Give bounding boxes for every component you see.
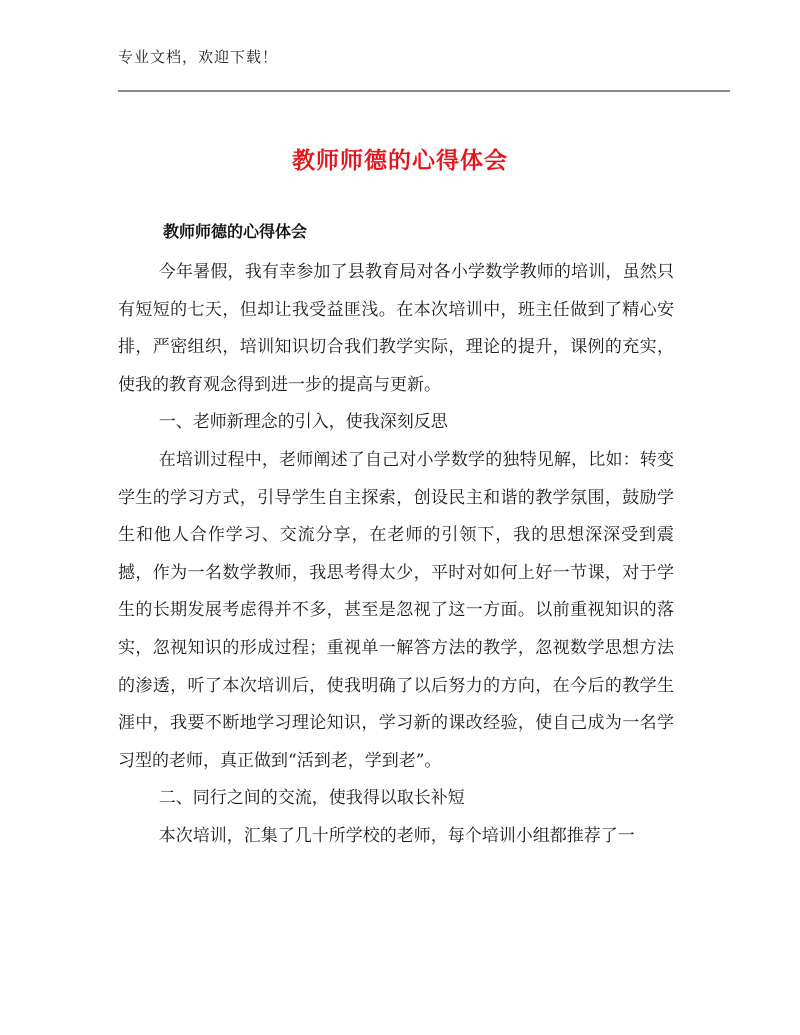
document-subtitle: 教师师德的心得体会 xyxy=(163,222,308,241)
section-heading-2: 二、同行之间的交流，使我得以取长补短 xyxy=(158,788,465,809)
paragraph-intro: 今年暑假，我有幸参加了县教育局对各小学数学教师的培训，虽然只有短短的七天，但却让我受益匪浅。在本次培训中，班主任做到了精心安排，严密组织，培训知识切合我们教学实际，理论的提升，课例的充实，使我的教育观念得到进一步的提高与更新。 xyxy=(118,262,674,395)
section-heading-1: 一、老师新理念的引入，使我深刻反思 xyxy=(158,412,448,433)
header-divider xyxy=(118,90,730,92)
header-note: 专业文档，欢迎下载！ xyxy=(118,48,279,66)
paragraph-section-2: 本次培训，汇集了几十所学校的老师，每个培训小组都推荐了一 xyxy=(158,825,635,846)
document-title: 教师师德的心得体会 xyxy=(292,148,508,174)
document-body xyxy=(118,254,674,856)
paragraph-section-1: 在培训过程中，老师阐述了自己对小学数学的独特见解，比如：转变学生的学习方式，引导学生自主探索，创设民主和谐的教学氛围，鼓励学生和他人合作学习、交流分享，在老师的引领下，我的思想深深受到震撼，作为一名数学教师，我思考得太少，平时对如何上好一节课，对于学生的长期发展考虑得并不多，甚至是忽视了这一方面。以前重视知识的落实，忽视知识的形成过程；重视单一解答方法的教学，忽视数学思想方法的渗透，听了本次培训后，使我明确了以后努力的方向，在今后的教学生涯中，我要不断地学习理论知识，学习新的课改经验，使自己成为一名学习型的老师，真正做到“活到老，学到老”。 xyxy=(118,449,674,771)
